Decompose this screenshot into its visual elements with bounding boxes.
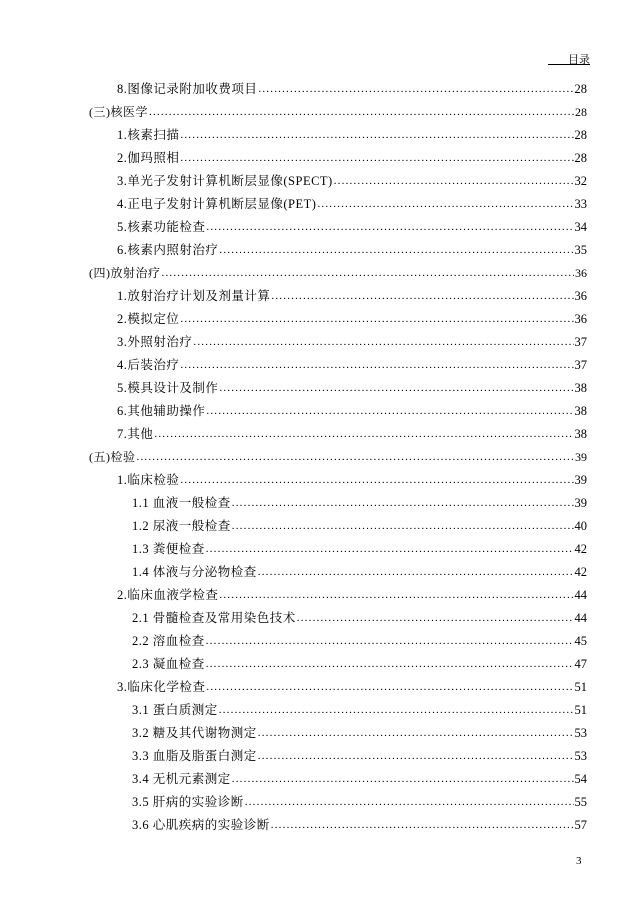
toc-entry[interactable]	[89, 373, 587, 396]
toc-entry-page: 28	[574, 82, 587, 96]
toc-entry-title: 5.模具设计及制作	[117, 381, 219, 395]
toc-entry-page: 28	[575, 105, 587, 119]
toc-entry[interactable]	[89, 212, 587, 235]
dot-leader	[219, 705, 574, 718]
toc-entry-title: 1.2 尿液一般检查	[132, 519, 231, 533]
toc-entry-page: 51	[574, 680, 587, 694]
toc-entry[interactable]	[89, 511, 587, 534]
toc-entry-title: (五)检验	[89, 450, 136, 464]
toc-entry-page: 37	[574, 358, 587, 372]
dot-leader	[232, 498, 574, 511]
toc-entry-page: 38	[574, 427, 587, 441]
dot-leader	[180, 360, 573, 373]
toc-entry-page: 40	[574, 519, 587, 533]
toc-entry-page: 44	[574, 588, 587, 602]
toc-entry-page: 39	[574, 496, 587, 510]
toc-entry-page: 28	[574, 128, 587, 142]
dot-leader	[219, 245, 573, 258]
dot-leader	[271, 291, 573, 304]
toc-entry-title: 3.单光子发射计算机断层显像(SPECT)	[117, 174, 333, 188]
toc-entry-page: 33	[574, 197, 587, 211]
table-of-contents	[89, 74, 587, 833]
dot-leader	[258, 728, 574, 741]
toc-entry-page: 39	[575, 450, 587, 464]
toc-entry-page: 39	[574, 473, 587, 487]
toc-entry-title: 1.4 体液与分泌物检查	[132, 565, 257, 579]
dot-leader	[317, 199, 573, 212]
dot-leader	[206, 406, 573, 419]
dot-leader	[193, 337, 573, 350]
toc-entry-title: 7.其他	[117, 427, 154, 441]
toc-entry-title: 3.5 肝病的实验诊断	[132, 795, 244, 809]
toc-entry-title: 3.2 糖及其代谢物测定	[132, 726, 257, 740]
toc-entry-title: 2.1 骨髓检查及常用染色技术	[132, 611, 296, 625]
toc-entry-page: 38	[574, 381, 587, 395]
toc-entry[interactable]	[89, 810, 587, 833]
toc-entry-title: (三)核医学	[89, 105, 148, 119]
toc-entry[interactable]	[89, 557, 587, 580]
toc-entry-title: 3.1 蛋白质测定	[132, 703, 218, 717]
toc-entry[interactable]	[89, 488, 587, 511]
toc-entry-title: 1.放射治疗计划及剂量计算	[117, 289, 271, 303]
toc-entry[interactable]	[89, 120, 587, 143]
toc-entry[interactable]	[89, 764, 587, 787]
toc-entry[interactable]	[89, 534, 587, 557]
toc-entry-title: 5.核素功能检查	[117, 220, 206, 234]
toc-entry-page: 36	[574, 312, 587, 326]
toc-entry-page: 47	[574, 657, 587, 671]
dot-leader	[206, 682, 573, 695]
toc-entry-title: 4.正电子发射计算机断层显像(PET)	[117, 197, 317, 211]
dot-leader	[206, 222, 573, 235]
toc-entry[interactable]	[89, 304, 587, 327]
toc-entry-title: 8.图像记录附加收费项目	[117, 82, 258, 96]
dot-leader	[180, 314, 573, 327]
toc-entry-page: 36	[574, 289, 587, 303]
dot-leader	[245, 797, 574, 810]
dot-leader	[219, 590, 573, 603]
page-number: 3	[576, 855, 582, 867]
dot-leader	[154, 429, 573, 442]
dot-leader	[206, 659, 574, 672]
toc-entry[interactable]	[89, 672, 587, 695]
toc-entry[interactable]	[89, 258, 587, 281]
toc-entry-page: 51	[574, 703, 587, 717]
dot-leader	[137, 452, 575, 465]
toc-entry-title: (四)放射治疗	[89, 266, 161, 280]
toc-entry[interactable]	[89, 580, 587, 603]
dot-leader	[258, 567, 574, 580]
toc-entry-title: 2.临床血液学检查	[117, 588, 219, 602]
toc-entry-title: 3.6 心肌疾病的实验诊断	[132, 818, 270, 832]
toc-entry-page: 38	[574, 404, 587, 418]
toc-entry-page: 44	[574, 611, 587, 625]
toc-entry-page: 37	[574, 335, 587, 349]
dot-leader	[206, 544, 574, 557]
toc-entry[interactable]	[89, 442, 587, 465]
dot-leader	[219, 383, 573, 396]
toc-entry[interactable]	[89, 465, 587, 488]
dot-leader	[149, 107, 574, 120]
toc-entry[interactable]	[89, 350, 587, 373]
toc-entry-title: 3.3 血脂及脂蛋白测定	[132, 749, 257, 763]
toc-entry-page: 45	[574, 634, 587, 648]
toc-entry-page: 42	[574, 565, 587, 579]
toc-entry-page: 53	[574, 726, 587, 740]
dot-leader	[162, 268, 575, 281]
dot-leader	[258, 751, 574, 764]
dot-leader	[206, 636, 574, 649]
dot-leader	[180, 475, 573, 488]
toc-entry-page: 54	[574, 772, 587, 786]
toc-entry-page: 34	[574, 220, 587, 234]
toc-entry-title: 1.1 血液一般检查	[132, 496, 231, 510]
toc-entry-page: 53	[574, 749, 587, 763]
toc-entry[interactable]	[89, 74, 587, 97]
toc-entry[interactable]	[89, 189, 587, 212]
toc-entry-title: 4.后装治疗	[117, 358, 180, 372]
dot-leader	[180, 130, 573, 143]
toc-entry-title: 2.伽玛照相	[117, 151, 180, 165]
toc-entry-page: 35	[574, 243, 587, 257]
toc-entry[interactable]	[89, 695, 587, 718]
toc-entry[interactable]	[89, 718, 587, 741]
dot-leader	[258, 84, 573, 97]
toc-entry[interactable]	[89, 327, 587, 350]
toc-entry[interactable]	[89, 396, 587, 419]
dot-leader	[232, 774, 574, 787]
header-label: 目录	[568, 54, 590, 66]
toc-entry-title: 6.其他辅助操作	[117, 404, 206, 418]
toc-entry-title: 2.模拟定位	[117, 312, 180, 326]
toc-entry[interactable]	[89, 166, 587, 189]
toc-entry-page: 32	[574, 174, 587, 188]
toc-entry-page: 55	[574, 795, 587, 809]
toc-entry-title: 2.3 凝血检查	[132, 657, 205, 671]
header-rule	[548, 64, 590, 65]
dot-leader	[232, 521, 574, 534]
toc-entry[interactable]	[89, 603, 587, 626]
toc-entry[interactable]	[89, 143, 587, 166]
toc-entry[interactable]	[89, 626, 587, 649]
toc-entry[interactable]	[89, 419, 587, 442]
toc-entry[interactable]	[89, 281, 587, 304]
toc-entry[interactable]	[89, 649, 587, 672]
toc-entry-title: 6.核素内照射治疗	[117, 243, 219, 257]
dot-leader	[297, 613, 574, 626]
toc-entry[interactable]	[89, 97, 587, 120]
toc-entry-page: 36	[575, 266, 587, 280]
toc-entry-page: 28	[574, 151, 587, 165]
dot-leader	[271, 820, 574, 833]
toc-entry-title: 3.临床化学检查	[117, 680, 206, 694]
toc-entry[interactable]	[89, 235, 587, 258]
toc-entry-title: 1.3 粪便检查	[132, 542, 205, 556]
dot-leader	[180, 153, 573, 166]
toc-entry-title: 3.4 无机元素测定	[132, 772, 231, 786]
toc-entry-page: 42	[574, 542, 587, 556]
toc-entry-title: 1.核素扫描	[117, 128, 180, 142]
toc-entry[interactable]	[89, 741, 587, 764]
toc-entry-title: 1.临床检验	[117, 473, 180, 487]
dot-leader	[334, 176, 574, 189]
toc-entry-page: 57	[574, 818, 587, 832]
toc-entry[interactable]	[89, 787, 587, 810]
toc-entry-title: 3.外照射治疗	[117, 335, 193, 349]
toc-entry-title: 2.2 溶血检查	[132, 634, 205, 648]
